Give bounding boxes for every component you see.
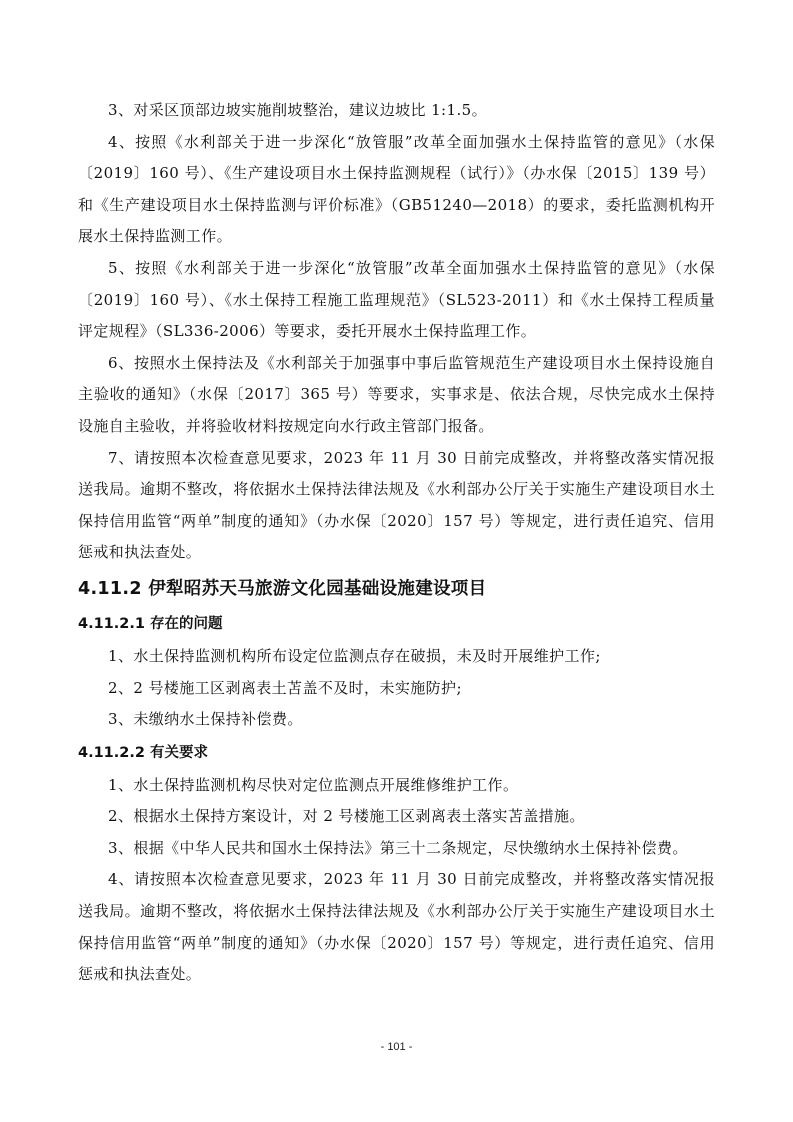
subsection-heading-requirements: 4.11.2.2 有关要求 (78, 744, 209, 761)
paragraph-item-5-supervision: 5、按照《水利部关于进一步深化“放管服”改革全面加强水土保持监管的意见》（水保〔2019〕160 号）、《水土保持工程施工监理规范》（SL523-2011）和《水土保持工程质量评定规程》（SL336-2006）等要求，委托开展水土保持监理工作。 (78, 258, 715, 341)
requirement-item-2: 2、根据水土保持方案设计，对 2 号楼施工区剥离表土落实苫盖措施。 (108, 807, 585, 826)
page-body (78, 95, 715, 991)
paragraph-item-6-acceptance: 6、按照水土保持法及《水利部关于加强事中事后监管规范生产建设项目水土保持设施自主验收的通知》（水保〔2017〕365 号）等要求，实事求是、依法合规，尽快完成水土保持设施自主验收，并将验收材料按规定向水行政主管部门报备。 (78, 353, 715, 435)
subsection-heading-problems: 4.11.2.1 存在的问题 (78, 615, 223, 632)
paragraph-item-3-slope: 3、对采区顶部边坡实施削坡整治，建议边坡比 1:1.5。 (108, 101, 487, 119)
requirement-item-1: 1、水土保持监测机构尽快对定位监测点开展维修维护工作。 (108, 775, 519, 794)
problem-item-2: 2、2 号楼施工区剥离表土苫盖不及时，未实施防护; (108, 678, 462, 697)
requirement-item-3: 3、根据《中华人民共和国水土保持法》第三十二条规定，尽快缴纳水土保持补偿费。 (108, 838, 688, 857)
page-number: - 101 - (380, 1041, 413, 1053)
requirement-item-4: 4、请按照本次检查意见要求，2023 年 11 月 30 日前完成整改，并将整改落实情况报送我局。逾期不整改，将依据水土保持法律法规及《水利部办公厅关于实施生产建设项目水土保持信用监管“两单”制度的通知》（办水保〔2020〕157 号）等规定，进行责任追究、信用惩戒和执法查处。 (78, 870, 715, 984)
problem-item-3: 3、未缴纳水土保持补偿费。 (108, 710, 303, 729)
section-heading: 4.11.2 伊犁昭苏天马旅游文化园基础设施建设项目 (78, 578, 487, 599)
problem-item-1: 1、水土保持监测机构所布设定位监测点存在破损，未及时开展维护工作; (108, 646, 601, 665)
paragraph-item-4-monitoring: 4、按照《水利部关于进一步深化“放管服”改革全面加强水土保持监管的意见》（水保〔2019〕160 号）、《生产建设项目水土保持监测规程（试行）》（办水保〔2015〕139 号）和《生产建设项目水土保持监测与评价标准》（GB51240—2018）的要求，委托监测机构开展水土保持监测工作。 (78, 132, 715, 246)
paragraph-item-7-rectification: 7、请按照本次检查意见要求，2023 年 11 月 30 日前完成整改，并将整改落实情况报送我局。逾期不整改，将依据水土保持法律法规及《水利部办公厅关于实施生产建设项目水土保持信用监管“两单”制度的通知》（办水保〔2020〕157 号）等规定，进行责任追究、信用惩戒和执法查处。 (78, 448, 715, 562)
